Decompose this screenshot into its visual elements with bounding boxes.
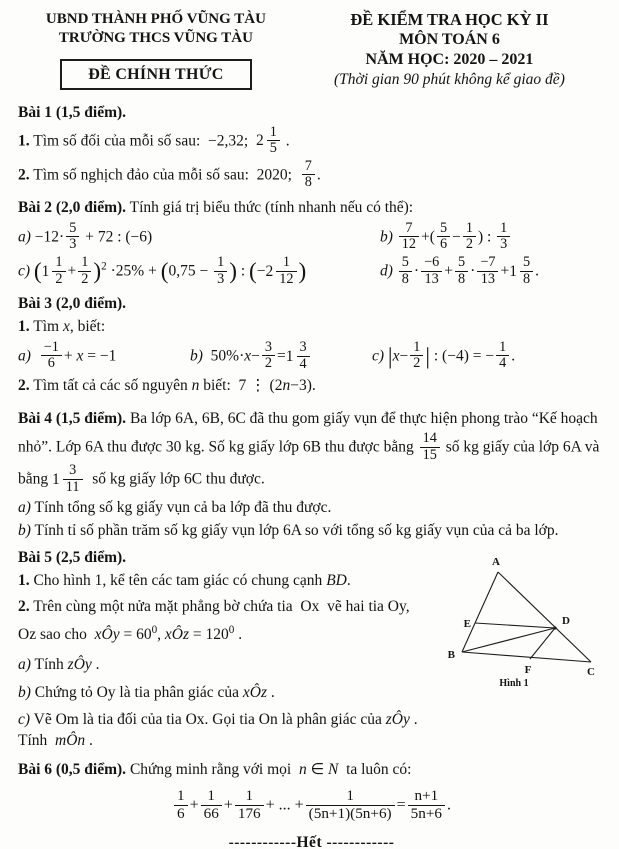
bai2-row-2: [18, 256, 605, 288]
bai2-row-1: [18, 219, 605, 254]
bai6-intro: Bài 6 (0,5 điểm). Chứng minh rằng với mọi n ∈ N ta luôn có:: [18, 761, 412, 779]
figure-label-D: D: [562, 614, 570, 627]
header-left-block: [18, 10, 294, 90]
bai1-heading: Bài 1 (1,5 điểm).: [18, 104, 127, 122]
bai5-question-2-line1: 2. Trên cùng một nửa mặt phẳng bờ chứa tia Ox vẽ hai tia Oy,: [18, 597, 410, 615]
section-bai1: [18, 103, 605, 192]
figure-label-C: C: [587, 665, 595, 678]
point-D-dot: [553, 626, 556, 629]
bai5-text-block: [18, 548, 452, 752]
bai6-formula: $\frac{1}{6}$ + $\frac{1}{66}$ + $\frac{1}{176}$ + ... + $\frac{1}{(5n+1)(5n+6)}$ = $\frac{n+1}{5n+6}$ .: [18, 789, 605, 823]
exam-title: ĐỀ KIỂM TRA HỌC KỲ II: [350, 10, 549, 29]
segment-BD: [462, 628, 555, 652]
bai3-question-1-intro: 1. Tìm x, biết:: [18, 318, 106, 336]
bai3-expr-c: c) |x− $\frac{1}{2}$ | : (−4) = − $\frac{1}{4}$ .: [372, 339, 516, 372]
official-exam-badge: ĐỀ CHÍNH THỨC: [60, 59, 251, 91]
bai3-row: [18, 341, 605, 373]
segment-ED: [475, 623, 555, 628]
section-bai6: [18, 760, 605, 849]
bai3-expr-b: b) 50%·x− $\frac{3}{2}$ = 1 $\frac{3}{4}$: [190, 341, 372, 373]
figure-label-B: B: [447, 648, 455, 661]
bai3-heading: Bài 3 (2,0 điểm).: [18, 295, 127, 313]
bai1-question-1: 1. Tìm số đối của mỗi số sau: −2,32; 2 $\frac{1}{5}$ .: [18, 124, 290, 157]
triangle-side-AC: [498, 572, 591, 662]
bai5-part-c: c) Vẽ Om là tia đối của tia Ox. Gọi tia On là phân giác của zÔy . Tính mÔn .: [18, 711, 418, 750]
figure-label-A: A: [492, 555, 500, 568]
triangle-side-AB: [462, 572, 498, 652]
bai2-expr-c: c) ( 1 $\frac{1}{2}$ + $\frac{1}{2}$ )$^2$ ·25% + (0,75 − $\frac{1}{3}$ ) : (− 2 $\frac{1}{12}$ ): [18, 254, 307, 287]
bai5-question-2-line2: Oz sao cho xÔy = $60^0$, xÔz = $120^0$ .: [18, 623, 243, 643]
hinh-1-figure: [438, 552, 619, 694]
bai2-expr-b: b) $\frac{7}{12}$ +( $\frac{5}{6}$ − $\frac{1}{2}$ ) : $\frac{1}{3}$: [380, 222, 605, 254]
org-line-2: TRƯỜNG THCS VŨNG TÀU: [58, 29, 253, 46]
figure-caption: Hình 1: [499, 677, 529, 689]
bai4-part-b: b) Tính tỉ số phần trăm số kg giấy vụn lớp 6A so với tổng số kg giấy vụn của cả ba lớp.: [18, 522, 559, 540]
bai2-expr-d: d) $\frac{5}{8}$ · $\frac{-6}{13}$ + $\frac{5}{8}$ · $\frac{-7}{13}$ + 1 $\frac{5}{8}$ .: [380, 254, 539, 287]
bai2-heading-rest: Tính giá trị biểu thức (tính nhanh nếu có thể):: [126, 198, 414, 216]
exam-header: [18, 10, 605, 90]
figure-label-F: F: [524, 663, 532, 676]
exam-subject: MÔN TOÁN 6: [399, 30, 500, 48]
bai5-question-1: 1. Cho hình 1, kể tên các tam giác có chung cạnh BD.: [18, 571, 351, 589]
bai2-expr-a: a) −12· $\frac{5}{3}$ + 72 : (−6): [18, 219, 153, 252]
bai5-part-b: b) Chứng tỏ Oy là tia phân giác của xÔz .: [18, 683, 275, 701]
bai2-heading-bold: Bài 2 (2,0 điểm).: [18, 198, 127, 216]
segment-FD: [530, 628, 555, 659]
end-of-exam-marker: ------------Hết ------------: [228, 834, 395, 849]
org-line-1: UBND THÀNH PHỐ VŨNG TÀU: [45, 11, 266, 27]
section-bai2: [18, 198, 605, 289]
header-right-block: [294, 10, 605, 90]
bai1-question-2: 2. Tìm số nghịch đảo của mỗi số sau: 2020; $\frac{7}{8}$ .: [18, 157, 321, 191]
bai3-question-2: 2. Tìm tất cả các số nguyên n biết: 7 ⋮ (2n−3).: [18, 376, 316, 394]
school-year: NĂM HỌC: 2020 – 2021: [365, 50, 534, 68]
section-bai3: [18, 294, 605, 397]
bai2-heading: [18, 198, 605, 219]
bai5-part-a: a) Tính zÔy .: [18, 655, 100, 673]
duration-note: (Thời gian 90 phút không kể giao đề): [334, 70, 565, 88]
triangle-side-BC: [462, 652, 591, 662]
section-bai4: [18, 406, 605, 542]
bai4-paragraph: Bài 4 (1,5 điểm). Ba lớp 6A, 6B, 6C đã thu gom giấy vụn để thực hiện phong trào “Kế hoạch nhỏ”. Lớp 6A thu được 30 kg. Số kg giấy lớp 6B thu được bằng $\frac{14}{15}$ số kg giấy của lớp 6A và bằng 1 $\frac{3}{11}$ số kg giấy lớp 6C thu được.: [18, 409, 600, 495]
bai5-heading: Bài 5 (2,5 điểm).: [18, 548, 127, 566]
figure-label-E: E: [463, 617, 471, 630]
bai4-part-a: a) Tính tổng số kg giấy vụn cả ba lớp đã thu được.: [18, 499, 332, 517]
section-bai5: [18, 548, 605, 752]
bai3-expr-a: a) $\frac{-1}{6}$ + x = −1: [18, 339, 117, 372]
